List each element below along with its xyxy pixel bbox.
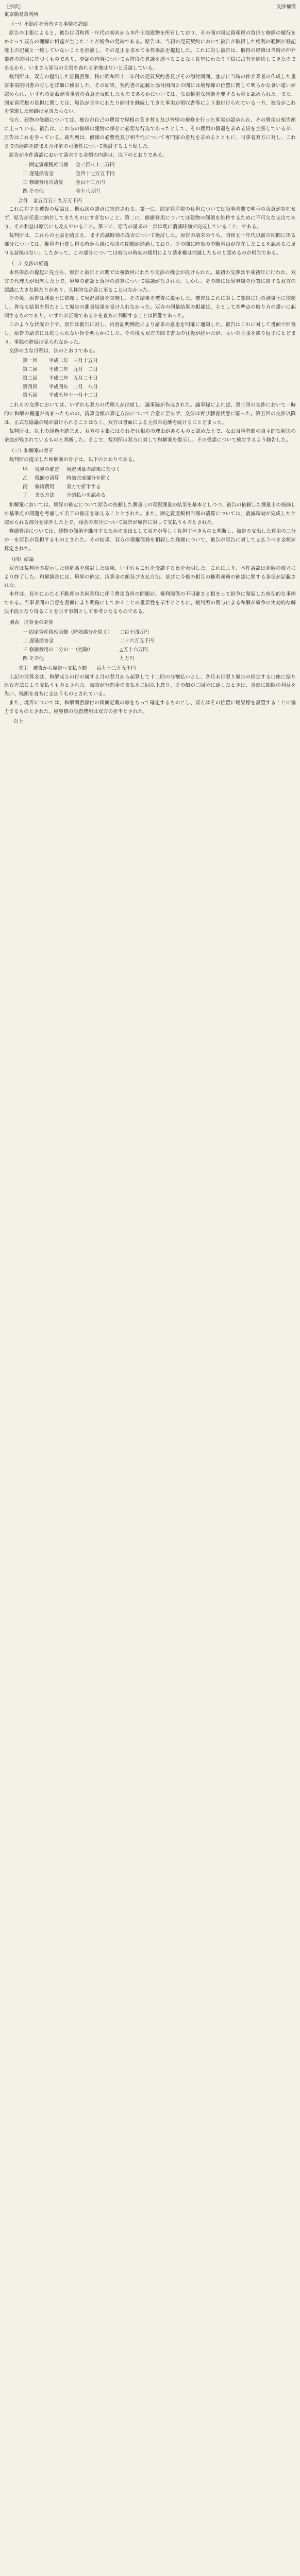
table-row: [23, 170, 122, 179]
paragraph: これらの交渉においては、いずれも双方の代理人が出席し、議事録が作成された。議事録によれば、第三回の交渉において一時的に和解の機運が高まったものの、清算金額の算定方法について合意に至らず、交渉は再び膠着状態に陥った。第五回の交渉以降は、正式な協議の場が設けられることはなく、双方は書面による主張の応酬を続けるにとどまった。: [4, 402, 296, 426]
appendix-label: 四 その他: [23, 655, 44, 662]
items-intro: 裁判所の提示した和解案の骨子は、以下のとおりである。: [9, 456, 138, 463]
claims-intro: 原告が本件訴訟において請求する金額の内訳は、以下のとおりである。: [9, 152, 168, 158]
document-header: [4, 3, 296, 19]
header-court: 東京簡易裁判所: [4, 12, 39, 18]
item-note: 分割払いを認める: [66, 493, 106, 499]
claim-label: 一 固定資産税相当額: [23, 162, 69, 168]
table-row: [23, 637, 161, 646]
table-row: [23, 161, 122, 170]
table-row: [23, 392, 105, 400]
date-value: 平成三年 五月二十日: [48, 375, 98, 381]
appendix-amount: 九万円: [120, 655, 135, 662]
claims-table: [23, 161, 122, 196]
paragraph: 双方は裁判所の提示した和解案を検討した結果、いずれもこれを受諾する旨を表明した。これにより、本件訴訟は和解の成立により終了した。和解調書には、境界の確定、清算金の額及び支払方法、並びに今後の相互の権利義務の確認に関する条項が記載された。: [4, 565, 296, 589]
date-label: 第二回: [23, 366, 38, 372]
appendix-label: 一 固定資産税相当額（時効部分を除く）: [23, 630, 113, 635]
section-heading-1: （一）不動産を所有する事情の詳細: [9, 22, 88, 28]
item-name: 修繕費用: [35, 484, 55, 490]
paragraph: 本件は、長年にわたる不動産の共同利用に伴う費用負担の問題が、権利関係の不明確さと相まって紛争に発展した典型的な事例である。当事者間の合意を書面により明確にしておくことの重要性を示すとともに、裁判所の関与による和解が紛争の実効的な解決手段となり得ることを示す事例として参考となるものである。: [4, 591, 296, 615]
item-note: 時効完成部分を除く: [66, 475, 111, 481]
item-mark: 丙: [23, 484, 28, 490]
table-row: [23, 646, 161, 655]
item-name: 境界の確定: [35, 466, 60, 472]
appendix-table: [23, 629, 161, 664]
paragraph: 裁判所は、双方の提出した証拠書類、特に昭和四十二年付の売買契約書及びその添付図面、並びに当時の仲介業者の作成した重要事項説明書の写しを詳細に検討した。その結果、契約書の記載と添付図面との間には境界線の位置に関して明らかな食い違いが認められ、いずれの記載が当事者の真意を反映したものであるかについては、なお慎重な判断を要するものと認められた。また、固定資産税の負担に関しては、原告が長年にわたり納付を継続してきた事実が領収書等により裏付けられている一方、被告がこれを償還した形跡は見当たらない。: [4, 74, 296, 115]
paragraph: 和解案においては、境界の確定について原告の依頼した測量士の現況測量の結果を基本としつつ、被告の依頼した測量士の指摘した基準点の問題を考慮して若干の修正を加えることとされた。また、固定資産税相当額の清算については、消滅時効が完成したと認められる部分を除外した上で、残余の部分について被告が原告に対して支払うものとされた。: [4, 502, 296, 526]
section-heading-2: （二）交渉の経過: [9, 261, 49, 267]
appendix-heading: 別表 清算金の計算: [9, 620, 54, 626]
header-doc-type: 交渉補償: [276, 4, 296, 10]
appendix-total: 差引 被告から原告へ支払う額 百九十三万五千円: [13, 665, 136, 671]
item-name: 支払方法: [35, 493, 55, 499]
claim-amount: 金十八万円: [75, 188, 101, 194]
paragraph: 原告の主張によると、被告は昭和四十年代の初めから本件土地建物を所有しており、その間の固定資産税の負担と修繕の履行をめぐって双方の理解に相違が生じたことが紛争の発端である。原告は、当初の売買契約において被告が取得した権利の範囲が登記簿上の記載と一致していないことを指摘し、その是正を求めて本件訴訟を提起した。これに対し被告は、取得の経緯は当時の仲介業者の説明に基づくものであり、登記の内容についても特段の異議を述べることなく長年にわたり平穏に占有を継続してきたのであるから、いまさら原告の主張を容れる余地はないと反論している。: [4, 30, 296, 71]
paragraph: 上記の清算金は、和解成立の日の属する月の翌月から起算して十二回の分割払いとし、各月末日限り原告の指定する口座に振り込む方法により支払うものとされた。被告が分割金の支払を二回以上怠り、その額が二回分に達したときは、当然に期限の利益を失い、残額を直ちに支払うものとされている。: [4, 674, 296, 698]
table-row: [23, 629, 161, 637]
table-row: [23, 655, 161, 664]
table-row: [23, 179, 122, 188]
paragraph: 本件訴訟の提起に先立ち、原告と被告との間では複数回にわたり交渉の機会が設けられた。最初の交渉は平成初年に行われ、双方の代理人が出席した上で、境界の確認と負担の清算について協議がなされた。しかし、その際には境界線の位置に関する双方の認識に大きな隔たりがあり、具体的な合意に至ることはなかった。: [4, 269, 296, 293]
end-mark: 以上: [13, 719, 24, 725]
section-heading-4: （四）結論: [9, 556, 34, 563]
table-row: [23, 466, 128, 474]
claim-amount: 金百十二万円: [75, 179, 105, 185]
claim-label: 二 遅延損害金: [23, 171, 54, 177]
date-value: 平成四年 二月 八日: [48, 384, 98, 390]
table-row: [23, 188, 122, 196]
item-mark: 甲: [23, 466, 28, 472]
date-value: 平成二年 三月十五日: [48, 358, 98, 364]
appendix-label: 二 遅延損害金: [23, 638, 54, 644]
table-row: [23, 483, 128, 492]
header-label: ［抄訳］: [4, 4, 24, 10]
dates-intro: 交渉の主な日程は、次のとおりである。: [9, 348, 98, 354]
items-table: [23, 466, 128, 501]
appendix-label: 三 修繕費用の二分の一（控除）: [23, 647, 93, 653]
paragraph: これに対する被告の反論は、概ね次の諸点に集約される。第一に、固定資産税の負担については当事者間で明示の合意が存在せず、原告が任意に納付してきたものにすぎないこと。第二に、修繕費用については建物の価値を維持するために不可欠な支出であり、その利益は原告にも及んでいること。第三に、原告の請求の一部は既に消滅時効が完成していること、である。: [4, 207, 296, 230]
item-mark: 丁: [23, 493, 28, 499]
paragraph: また、境界については、和解調書添付の図面記載の線をもって確定するものとし、双方はその位置に境界標を設置することに協力するものとされた。境界標の設置費用は双方の折半とされた。: [4, 700, 296, 715]
date-value: 平成五年十一月十二日: [48, 393, 98, 399]
item-name: 税額の清算: [35, 475, 60, 481]
paragraph: その後、原告は測量士に依頼して現況測量を実施し、その結果を被告に提示した。被告はこれに対して独自に別の測量士に依頼し、異なる結果を得たとして原告の測量結果を受け入れなかった。双方の測量結果の相違は、主として基準点の取り方の違いに起因するものであり、いずれが正確であるかを直ちに判断することは困難であった。: [4, 296, 296, 319]
item-note: 現況測量の結果に基づく: [66, 466, 121, 472]
claim-label: 四 その他: [23, 188, 44, 194]
claims-total: 合計 金五百五十九万五千円: [13, 198, 82, 204]
table-row: [23, 375, 105, 383]
date-label: 第四回: [23, 384, 38, 390]
date-label: 第五回: [23, 393, 38, 399]
appendix-amount: 二十六万五千円: [120, 638, 154, 644]
appendix-amount: 二百十四万円: [120, 630, 149, 635]
table-row: [23, 474, 128, 483]
paragraph: 裁判所は、これらの主張を踏まえ、まず消滅時効の成否について検討した。原告の請求のうち、昭和五十年代以前の期間に係る部分については、権利を行使し得る時から既に相当の期間が経過しており、その間に時効の中断事由が存在したことを認めるに足りる証拠はない。したがって、この部分については被告の時効の援用により請求権は消滅したものと認めるのが相当である。: [4, 233, 296, 256]
table-row: [23, 383, 105, 392]
claim-amount: 金四十七万五千円: [75, 171, 115, 177]
appendix-amount: △五十六万円: [120, 647, 148, 653]
item-note: 双方で折半する: [66, 484, 101, 490]
table-row: [23, 366, 105, 375]
date-value: 平成二年 九月 二日: [48, 366, 98, 372]
claim-amount: 金三百八十二万円: [75, 162, 115, 168]
paragraph: このような状況の下で、原告は被告に対し、内容証明郵便により請求の意思を明確に通知した。被告はこれに対して書面で回答し、原告の請求には応じられない旨を明らかにした。その後も双方の間で書面の往復が続いたが、互いの主張を繰り返すにとどまり、事態の進展は見られなかった。: [4, 322, 296, 345]
date-label: 第一回: [23, 358, 38, 364]
dates-table: [23, 357, 105, 401]
date-label: 第三回: [23, 375, 38, 381]
claim-label: 三 修繕費用の清算: [23, 179, 64, 185]
item-mark: 乙: [23, 475, 28, 481]
section-heading-3: （三）和解案の骨子: [9, 448, 54, 454]
paragraph: 他方、建物の修繕については、被告が自己の費用で屋根の葺き替え及び外壁の補修を行った事実が認められ、その費用は相当額に上っている。被告は、これらの修繕は建物の保存に必要な行為であったとして、その費用の償還を求める旨を主張しているが、原告はこれを争っている。裁判所は、修繕の必要性及び相当性について専門家の意見を求めるとともに、当事者双方に対し、これまでの経緯を踏まえた和解の可能性について検討するよう促した。: [4, 117, 296, 150]
paragraph: 裁判所は、以上の経過を踏まえ、双方の主張にはそれぞれ相応の理由があるものと認めた上で、なお当事者間の自主的な解決の余地が残されているものと判断した。そこで、裁判所は双方に対して和解案を提示し、その受諾について検討するよう勧告した。: [4, 429, 296, 443]
paragraph: 修繕費用については、建物の価値を維持するための支出として双方が等しく負担すべきものと判断し、被告の支出した費用の二分の一を原告が負担するものとされた。その結果、双方の債権債務を相殺した残額について、被告が原告に対して支払うべき金額が算定された。: [4, 529, 296, 552]
table-row: [23, 492, 128, 500]
table-row: [23, 357, 105, 366]
